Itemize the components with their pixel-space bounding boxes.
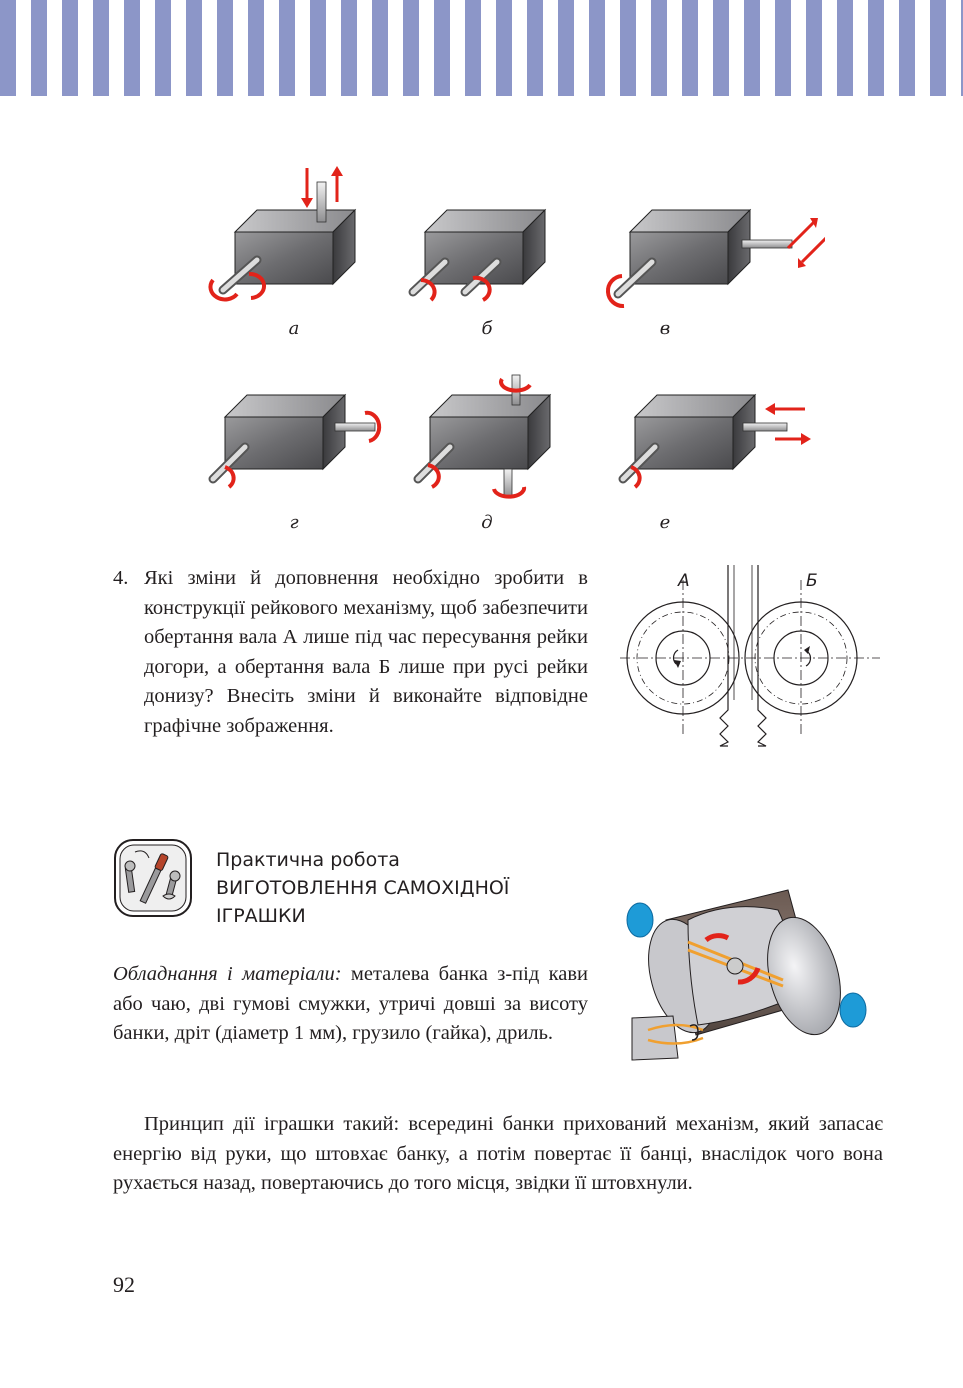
task-4 [113, 564, 588, 741]
figure-caption-a: а [288, 318, 300, 339]
figure-g [213, 395, 379, 487]
equipment-text: металева банка з-під кави або чаю, дві гумові смужки, утричі довші за висоту банки, дріт (діаметр 1 мм), грузило (гайка), дриль. [113, 963, 588, 1044]
figure-caption-v: в [659, 318, 671, 339]
diagram-label-a: А [678, 571, 690, 591]
figure-b [413, 210, 545, 300]
practical-work-label: Практична робота [216, 849, 400, 871]
figure-v [608, 210, 825, 306]
practical-work-title-line1: ВИГОТОВЛЕННЯ САМОХІДНОЇ [216, 877, 510, 899]
figure-caption-g: г [289, 512, 299, 533]
principle-paragraph: Принцип дії іграшки такий: всередині банки прихований механізм, який запасає енергію від руки, що штовхає банку, а потім повертає її банці, внаслідок чого вона рухається назад, повертаючись до того місця, звідки її штовхнули. [113, 1113, 883, 1194]
figure-e [623, 395, 811, 487]
task-number: 4. [113, 567, 129, 589]
figure-caption-d: д [481, 512, 493, 533]
equipment-label: Обладнання і матеріали: [113, 963, 342, 985]
self-propelled-toy-illustration [618, 880, 873, 1070]
decorative-stripes-header [0, 0, 963, 96]
diagram-label-b: Б [806, 571, 818, 591]
figure-caption-b: б [481, 318, 493, 339]
rack-gear-diagram [620, 560, 885, 755]
tools-icon [113, 838, 193, 918]
task-text: Які зміни й доповнення необхідно зробити в конструкції рейкового механізму, щоб забезпечити обертання вала А лише під час пересування рейки догори, а обертання вала Б лише при русі рейки донизу? Внесіть зміни й виконайте відповідне графічне зображення. [144, 567, 588, 737]
equipment-paragraph [113, 960, 588, 1049]
figure-caption-e: е [659, 512, 671, 533]
figure-d [418, 375, 550, 497]
figure-a [210, 166, 355, 299]
practical-work-title-line2: ІГРАШКИ [216, 905, 306, 927]
practical-work-heading [216, 846, 509, 930]
page-number: 92 [113, 1272, 135, 1297]
